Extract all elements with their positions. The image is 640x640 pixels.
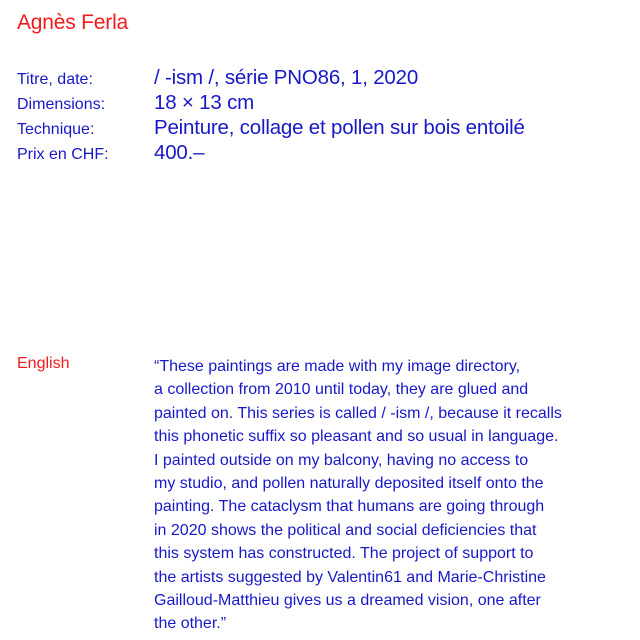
detail-value-dimensions: 18 × 13 cm	[154, 91, 254, 114]
detail-label-dimensions: Dimensions:	[17, 96, 106, 113]
detail-row-dimensions	[17, 91, 627, 116]
statement-line: the artists suggested by Valentin61 and Marie-Christine	[154, 568, 546, 586]
statement-line: this system has constructed. The project of support to	[154, 545, 534, 563]
statement-line: this phonetic suffix so pleasant and so usual in language.	[154, 428, 559, 446]
statement-line: Gailloud-Matthieu gives us a dreamed vision, one after	[154, 592, 541, 610]
statement-line: painted on. This series is called / -ism /, because it recalls	[154, 404, 562, 422]
statement-line: the other.”	[154, 615, 227, 633]
artist-name: Agnès Ferla	[17, 11, 129, 34]
statement-line: my studio, and pollen naturally deposited itself onto the	[154, 475, 544, 493]
artist-statement	[154, 355, 624, 636]
statement-line: a collection from 2010 until today, they are glued and	[154, 381, 529, 399]
detail-row-technique	[17, 116, 627, 141]
statement-line: in 2020 shows the political and social deficiencies that	[154, 521, 537, 539]
detail-row-title	[17, 66, 627, 91]
detail-value-price: 400.–	[154, 141, 205, 164]
detail-label-technique: Technique:	[17, 121, 95, 138]
statement-language-label: English	[17, 355, 70, 372]
detail-value-title: / -ism /, série PNO86, 1, 2020	[154, 66, 419, 89]
detail-value-technique: Peinture, collage et pollen sur bois entoilé	[154, 116, 525, 139]
detail-label-price: Prix en CHF:	[17, 146, 109, 163]
statement-line: “These paintings are made with my image directory,	[154, 358, 521, 375]
statement-line: I painted outside on my balcony, having no access to	[154, 451, 529, 469]
statement-line: painting. The cataclysm that humans are going through	[154, 498, 545, 516]
detail-label-title: Titre, date:	[17, 71, 93, 88]
detail-row-price	[17, 141, 627, 166]
artwork-details	[17, 66, 627, 166]
